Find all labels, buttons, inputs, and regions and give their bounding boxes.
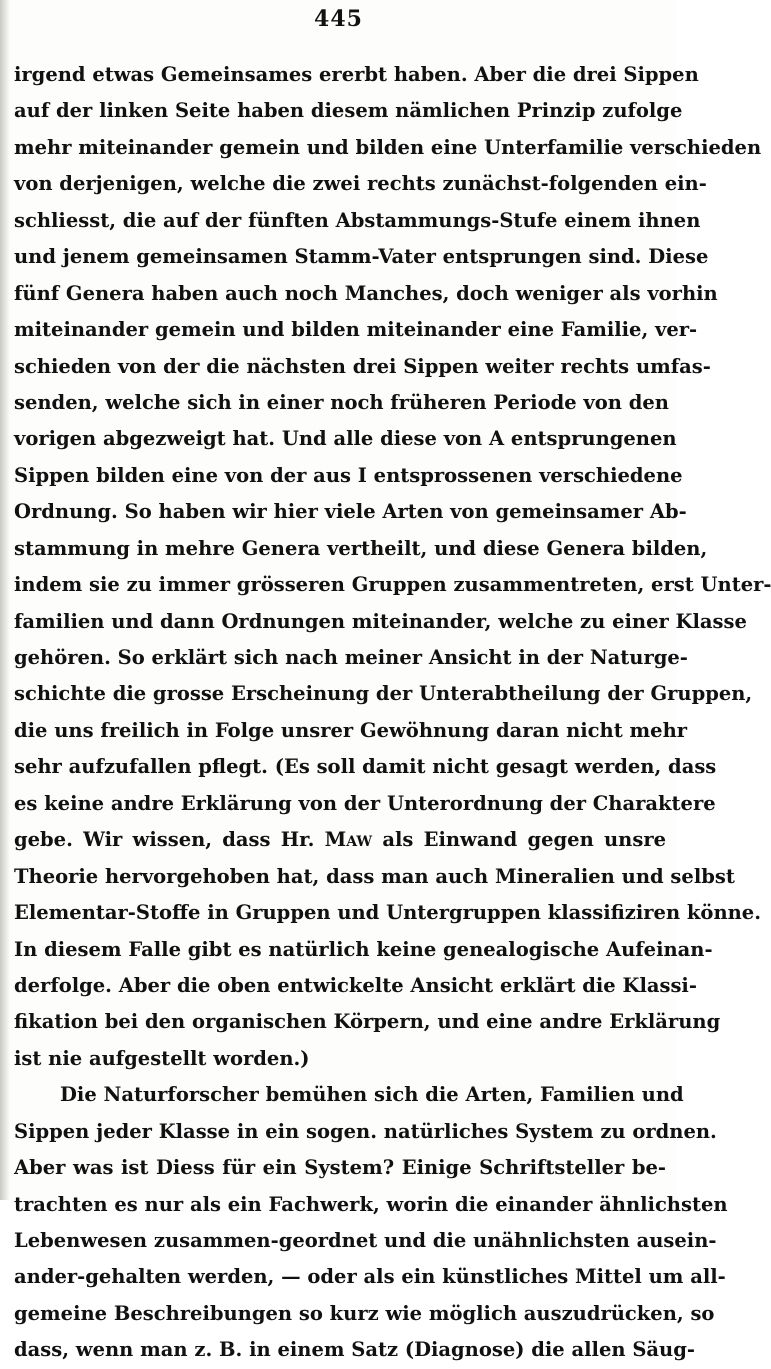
text-line: Elementar-Stoffe in Gruppen und Untergruppen klassifiziren könne.	[14, 901, 761, 925]
text-line: familien und dann Ordnungen miteinander, welche zu einer Klasse	[14, 609, 747, 633]
text-line: derfolge. Aber die oben entwickelte Ansicht erklärt die Klassi-	[14, 973, 697, 997]
author-name: Maw	[324, 828, 373, 852]
text-line: irgend etwas Gemeinsames ererbt haben. Aber die drei Sippen	[14, 63, 699, 86]
text-line: ist nie aufgestellt worden.)	[14, 1046, 310, 1070]
text-line: die uns freilich in Folge unsrer Gewöhnung daran nicht mehr	[14, 718, 688, 742]
text-line: dass, wenn man z. B. in einem Satz (Diagnose) die allen Säug-	[14, 1338, 695, 1362]
text-line: Ordnung. So haben wir hier viele Arten von gemeinsamer Ab-	[14, 500, 687, 524]
text-line: und jenem gemeinsamen Stamm-Vater entsprungen sind. Diese	[14, 245, 709, 269]
text-line: ander-gehalten werden, — oder als ein künstliches Mittel um all-	[14, 1265, 726, 1289]
text-line: Die Naturforscher bemühen sich die Arten, Familien und	[60, 1083, 684, 1107]
text-segment: gebe. Wir wissen, dass Hr.	[14, 828, 325, 852]
text-line: von derjenigen, welche die zwei rechts zunächst-folgenden ein-	[14, 172, 707, 196]
text-line: fünf Genera haben auch noch Manches, doch weniger als vorhin	[14, 281, 718, 305]
body-text	[14, 57, 771, 1369]
text-line: senden, welche sich in einer noch früheren Periode von den	[14, 390, 669, 414]
text-line: In diesem Falle gibt es natürlich keine genealogische Aufeinan-	[14, 937, 713, 961]
text-line: Lebenwesen zusammen-geordnet und die unähnlichsten ausein-	[14, 1229, 717, 1252]
text-segment: als Einwand gegen unsre	[372, 828, 666, 852]
text-line: trachten es nur als ein Fachwerk, worin die einander ähnlichsten	[14, 1192, 728, 1216]
text-line: gehören. So erklärt sich nach meiner Ansicht in der Naturge-	[14, 646, 688, 669]
text-line: miteinander gemein und bilden miteinander eine Familie, ver-	[14, 318, 698, 342]
text-line: fikation bei den organischen Körpern, und eine andre Erklärung	[14, 1010, 721, 1034]
text-line: es keine andre Erklärung von der Unterordnung der Charaktere	[14, 791, 716, 815]
text-line: stammung in mehre Genera vertheilt, und diese Genera bilden,	[14, 536, 708, 560]
text-line: indem sie zu immer grösseren Gruppen zusammentreten, erst Unter-	[14, 573, 771, 597]
text-line: Aber was ist Diess für ein System? Einige Schriftsteller be-	[14, 1156, 666, 1180]
text-line: Theorie hervorgehoben hat, dass man auch Mineralien und selbst	[14, 864, 735, 888]
page-number: 445	[314, 6, 363, 32]
text-line: schichte die grosse Erscheinung der Unterabtheilung der Gruppen,	[14, 682, 753, 706]
text-line: gemeine Beschreibungen so kurz wie möglich auszudrücken, so	[14, 1301, 715, 1325]
text-line: schieden von der die nächsten drei Sippen weiter rechts umfas-	[14, 354, 711, 378]
text-line-with-name	[14, 822, 666, 858]
text-line: Sippen bilden eine von der aus I entsprossenen verschiedene	[14, 463, 683, 487]
text-line: vorigen abgezweigt hat. Und alle diese von A entsprungenen	[14, 427, 677, 451]
text-line: auf der linken Seite haben diesem nämlichen Prinzip zufolge	[14, 99, 683, 123]
text-line: sehr aufzufallen pflegt. (Es soll damit nicht gesagt werden, dass	[14, 755, 717, 779]
text-line: schliesst, die auf der fünften Abstammungs-Stufe einem ihnen	[14, 208, 701, 232]
text-line: mehr miteinander gemein und bilden eine Unterfamilie verschieden	[14, 135, 762, 159]
text-line: Sippen jeder Klasse in ein sogen. natürliches System zu ordnen.	[14, 1119, 717, 1143]
